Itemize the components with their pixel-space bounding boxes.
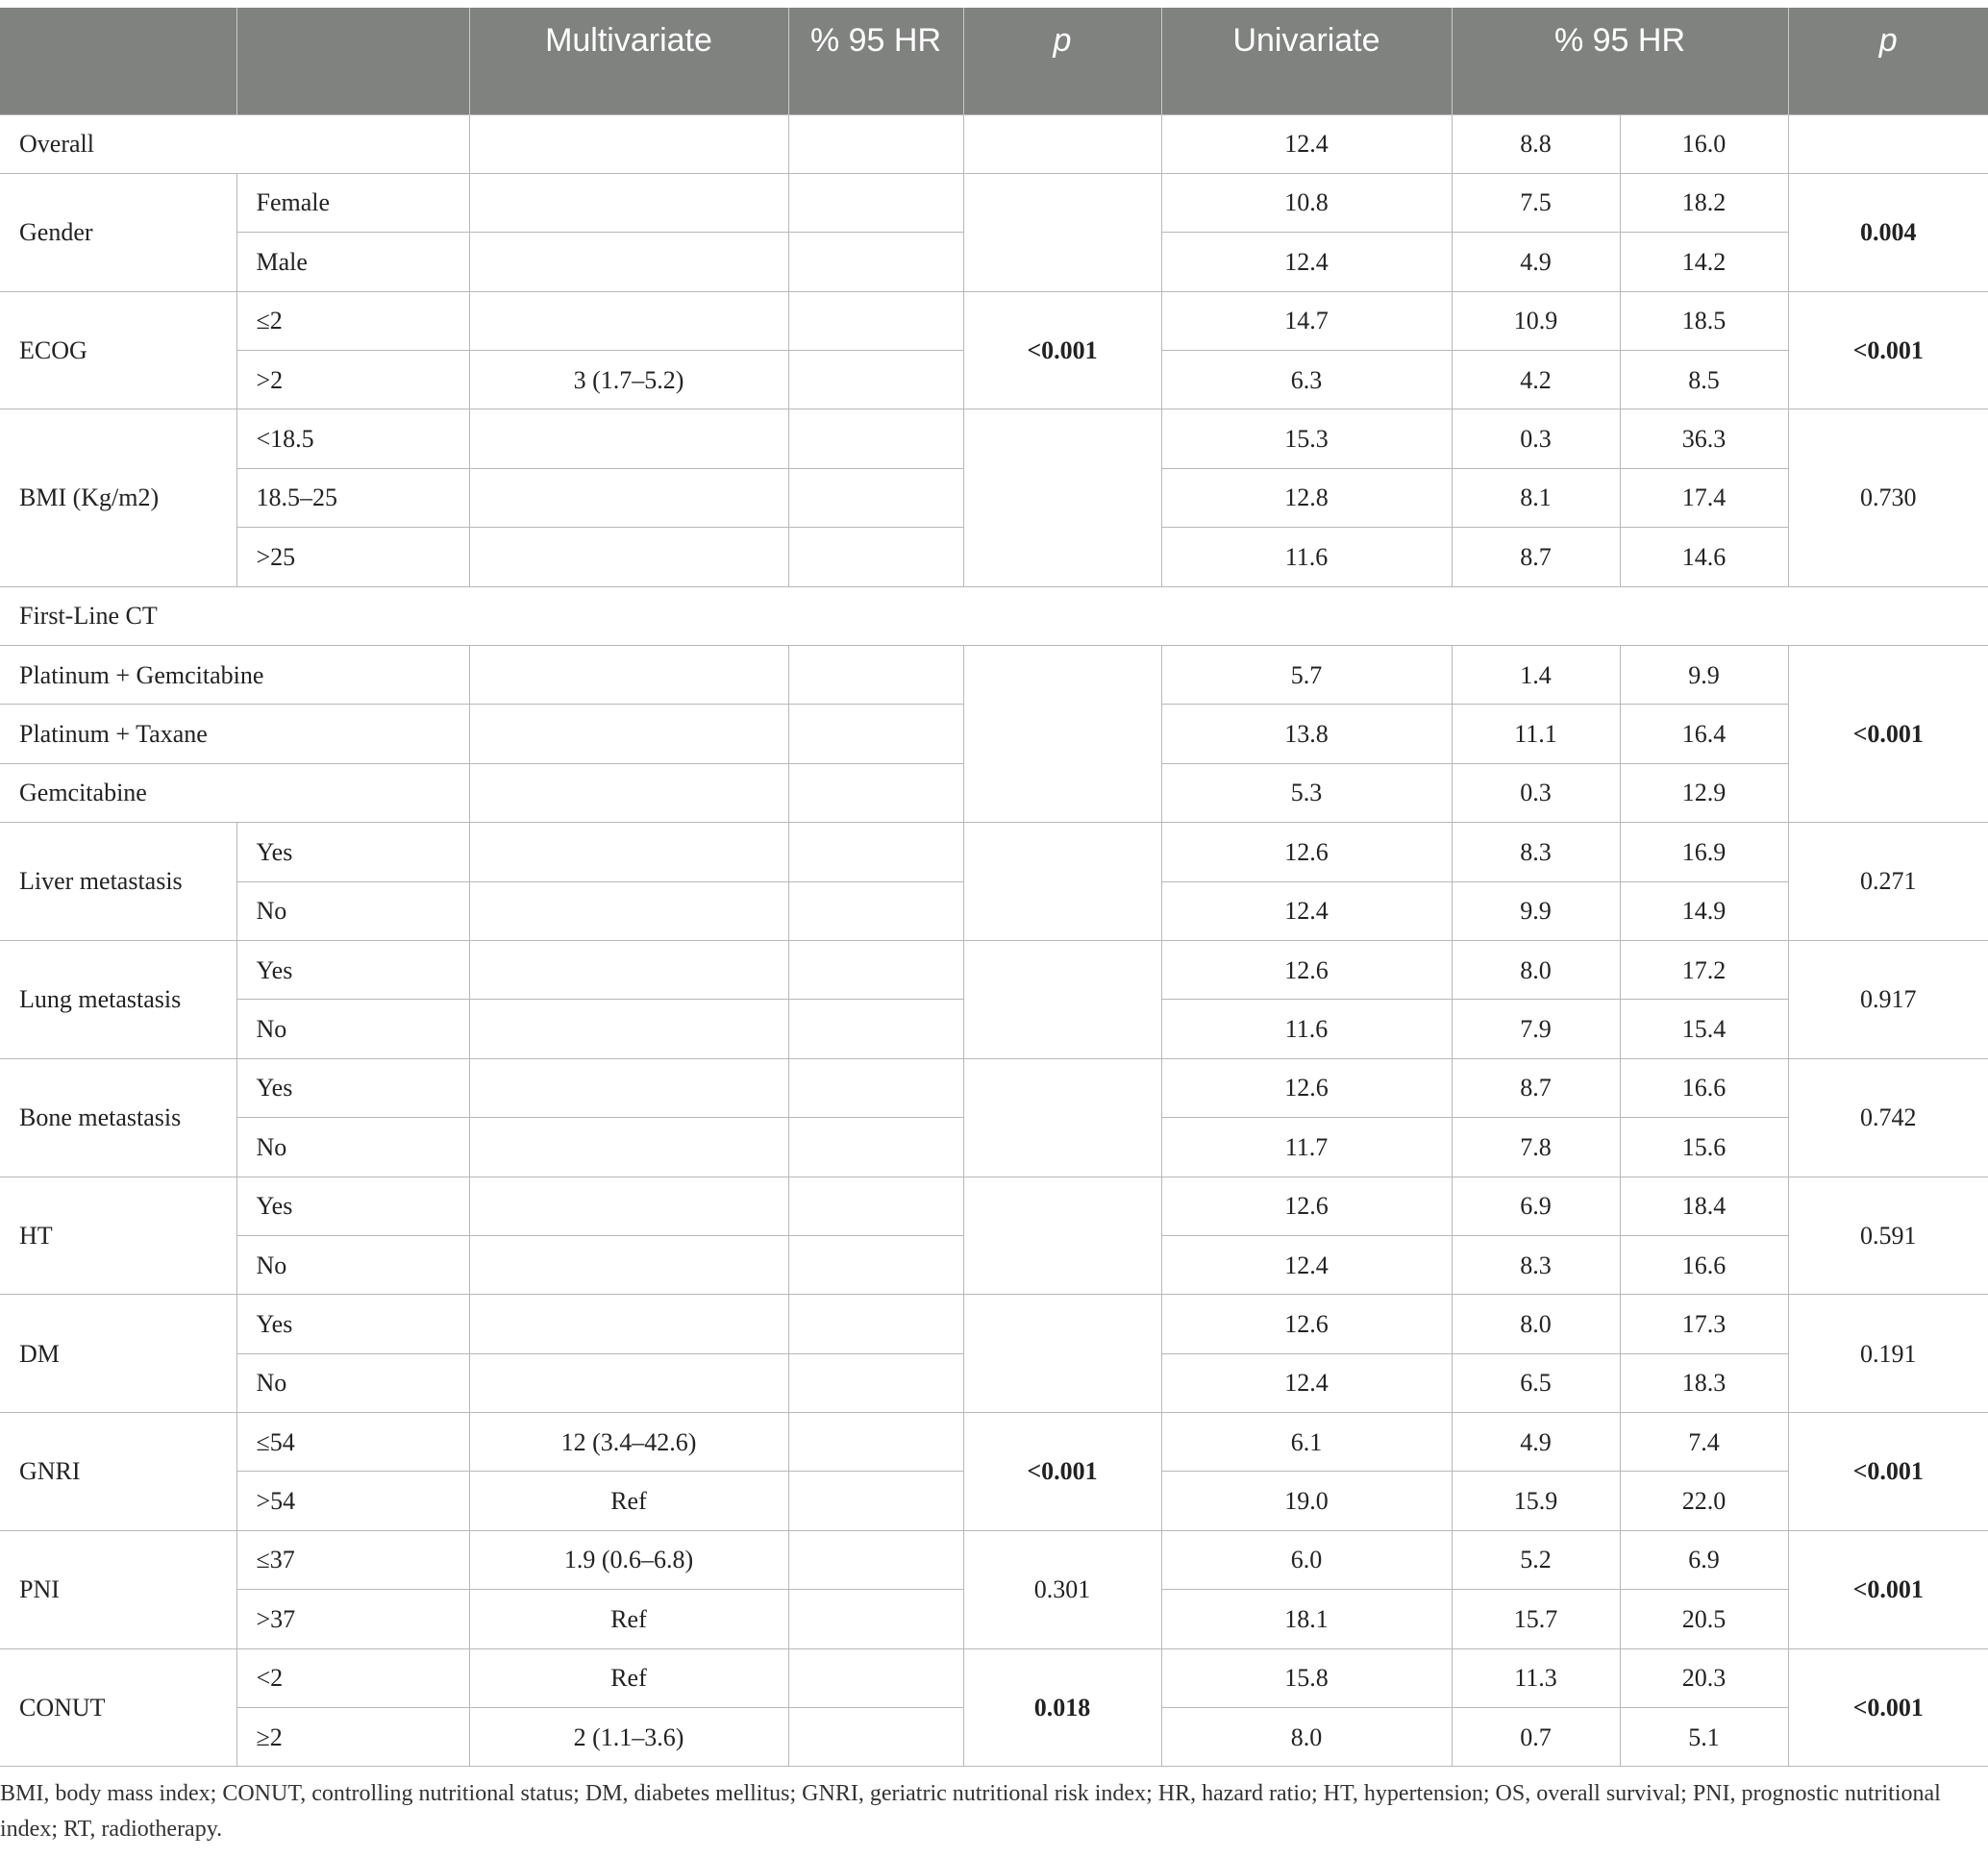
multi-p-cell (963, 114, 1161, 173)
multi-ci-cell (788, 1118, 963, 1177)
ci-low-cell: 11.1 (1452, 705, 1620, 763)
uni-cell: 6.3 (1161, 351, 1452, 409)
multi-cell (469, 705, 788, 763)
uni-p-cell: <0.001 (1788, 1648, 1988, 1767)
row-label-bone-metastasis: Bone metastasis (0, 1058, 236, 1177)
multi-p-cell: <0.001 (963, 1413, 1161, 1531)
ci-high-cell: 16.4 (1620, 705, 1788, 763)
multi-cell (469, 881, 788, 940)
multi-cell (469, 409, 788, 468)
multi-ci-cell (788, 1413, 963, 1472)
ci-low-cell: 7.9 (1452, 1000, 1620, 1058)
level-cell: >37 (236, 1590, 469, 1648)
ci-high-cell: 17.2 (1620, 940, 1788, 999)
multi-cell (469, 1295, 788, 1353)
ci-high-cell: 18.2 (1620, 173, 1788, 232)
ci-high-cell: 5.1 (1620, 1708, 1788, 1767)
multi-ci-cell (788, 351, 963, 409)
uni-p-cell: 0.004 (1788, 173, 1988, 291)
multi-cell (469, 291, 788, 350)
ci-low-cell: 8.1 (1452, 468, 1620, 527)
ci-high-cell: 22.0 (1620, 1472, 1788, 1530)
level-cell: No (236, 1353, 469, 1412)
ci-low-cell: 11.3 (1452, 1648, 1620, 1707)
level-cell: <18.5 (236, 409, 469, 468)
level-cell: Yes (236, 1177, 469, 1235)
uni-p-cell: 0.742 (1788, 1058, 1988, 1177)
multi-ci-cell (788, 173, 963, 232)
ci-high-cell: 16.6 (1620, 1235, 1788, 1294)
uni-p-cell: 0.917 (1788, 940, 1988, 1058)
uni-cell: 11.6 (1161, 1000, 1452, 1058)
uni-cell: 12.6 (1161, 1295, 1452, 1353)
row-label-pni: PNI (0, 1530, 236, 1648)
ci-low-cell: 8.8 (1452, 114, 1620, 173)
level-cell: Yes (236, 1058, 469, 1117)
uni-cell: 11.6 (1161, 528, 1452, 586)
multi-cell (469, 823, 788, 881)
multi-ci-cell (788, 114, 963, 173)
level-cell: >25 (236, 528, 469, 586)
header-variable (0, 8, 236, 114)
ci-high-cell: 16.6 (1620, 1058, 1788, 1117)
uni-cell: 19.0 (1161, 1472, 1452, 1530)
ci-high-cell: 12.9 (1620, 763, 1788, 822)
ci-low-cell: 6.9 (1452, 1177, 1620, 1235)
ci-high-cell: 16.9 (1620, 823, 1788, 881)
multi-ci-cell (788, 1472, 963, 1530)
ci-high-cell: 15.4 (1620, 1000, 1788, 1058)
multi-cell (469, 1058, 788, 1117)
uni-cell: 6.0 (1161, 1530, 1452, 1589)
ci-low-cell: 8.0 (1452, 1295, 1620, 1353)
multi-p-cell (963, 1177, 1161, 1295)
uni-cell: 8.0 (1161, 1708, 1452, 1767)
uni-cell: 12.6 (1161, 1058, 1452, 1117)
multi-cell (469, 646, 788, 705)
row-label-gnri: GNRI (0, 1413, 236, 1531)
level-cell: >2 (236, 351, 469, 409)
level-cell: No (236, 1118, 469, 1177)
header-level (236, 8, 469, 114)
multi-p-cell: <0.001 (963, 291, 1161, 409)
ci-low-cell: 15.7 (1452, 1590, 1620, 1648)
uni-cell: 12.8 (1161, 468, 1452, 527)
table-row (0, 586, 1988, 645)
uni-cell: 12.6 (1161, 940, 1452, 999)
row-label-ht: HT (0, 1177, 236, 1295)
multi-ci-cell (788, 291, 963, 350)
multi-cell: Ref (469, 1590, 788, 1648)
ci-high-cell: 36.3 (1620, 409, 1788, 468)
uni-p-cell: <0.001 (1788, 1530, 1988, 1648)
table-row (0, 1177, 1988, 1235)
level-cell: Female (236, 173, 469, 232)
multi-ci-cell (788, 1530, 963, 1589)
ci-high-cell: 20.3 (1620, 1648, 1788, 1707)
ci-low-cell: 5.2 (1452, 1530, 1620, 1589)
uni-p-cell: 0.271 (1788, 823, 1988, 941)
ci-high-cell: 18.5 (1620, 291, 1788, 350)
row-label-dm: DM (0, 1295, 236, 1413)
uni-p-cell: 0.191 (1788, 1295, 1988, 1413)
ci-low-cell: 0.3 (1452, 763, 1620, 822)
level-cell: No (236, 1235, 469, 1294)
level-cell: ≥2 (236, 1708, 469, 1767)
multi-ci-cell (788, 528, 963, 586)
ci-low-cell: 4.9 (1452, 1413, 1620, 1472)
table-header-row (0, 8, 1988, 114)
multi-p-cell (963, 1295, 1161, 1413)
ci-low-cell: 7.5 (1452, 173, 1620, 232)
ci-high-cell: 14.9 (1620, 881, 1788, 940)
uni-cell: 12.6 (1161, 1177, 1452, 1235)
uni-cell: 6.1 (1161, 1413, 1452, 1472)
multi-p-cell (963, 823, 1161, 941)
ci-low-cell: 9.9 (1452, 881, 1620, 940)
multi-cell: 1.9 (0.6–6.8) (469, 1530, 788, 1589)
multi-ci-cell (788, 881, 963, 940)
hazard-ratio-table (0, 8, 1988, 1767)
ci-high-cell: 14.2 (1620, 233, 1788, 291)
ci-low-cell: 8.3 (1452, 1235, 1620, 1294)
uni-cell: 10.8 (1161, 173, 1452, 232)
multi-cell (469, 468, 788, 527)
level-cell: ≤37 (236, 1530, 469, 1589)
multi-ci-cell (788, 1058, 963, 1117)
multi-cell: Ref (469, 1472, 788, 1530)
uni-p-cell: <0.001 (1788, 1413, 1988, 1531)
row-label-lung-metastasis: Lung metastasis (0, 940, 236, 1058)
ci-low-cell: 1.4 (1452, 646, 1620, 705)
ci-low-cell: 8.3 (1452, 823, 1620, 881)
ci-low-cell: 10.9 (1452, 291, 1620, 350)
multi-cell (469, 528, 788, 586)
multi-ci-cell (788, 763, 963, 822)
multi-ci-cell (788, 468, 963, 527)
multi-cell (469, 763, 788, 822)
section-label-first-line-ct: First-Line CT (0, 586, 1988, 645)
multi-cell (469, 114, 788, 173)
uni-p-cell (1788, 114, 1988, 173)
level-cell: Platinum + Taxane (0, 705, 469, 763)
table-row (0, 1058, 1988, 1117)
table-row (0, 114, 1988, 173)
row-label-gender: Gender (0, 173, 236, 291)
ci-high-cell: 20.5 (1620, 1590, 1788, 1648)
uni-cell: 13.8 (1161, 705, 1452, 763)
header-uni-ci: % 95 HR (1452, 8, 1788, 114)
level-cell: Platinum + Gemcitabine (0, 646, 469, 705)
multi-ci-cell (788, 940, 963, 999)
uni-cell: 18.1 (1161, 1590, 1452, 1648)
table-row (0, 1413, 1988, 1472)
level-cell: >54 (236, 1472, 469, 1530)
multi-ci-cell (788, 1590, 963, 1648)
multi-ci-cell (788, 1000, 963, 1058)
uni-cell: 5.7 (1161, 646, 1452, 705)
ci-high-cell: 7.4 (1620, 1413, 1788, 1472)
ci-low-cell: 0.3 (1452, 409, 1620, 468)
multi-p-cell (963, 940, 1161, 1058)
level-cell: Yes (236, 1295, 469, 1353)
ci-high-cell: 9.9 (1620, 646, 1788, 705)
ci-high-cell: 18.3 (1620, 1353, 1788, 1412)
level-cell: Yes (236, 940, 469, 999)
uni-p-cell: <0.001 (1788, 291, 1988, 409)
ci-high-cell: 17.3 (1620, 1295, 1788, 1353)
multi-cell (469, 1118, 788, 1177)
uni-cell: 15.3 (1161, 409, 1452, 468)
uni-cell: 11.7 (1161, 1118, 1452, 1177)
ci-low-cell: 4.9 (1452, 233, 1620, 291)
multi-cell: Ref (469, 1648, 788, 1707)
multi-p-cell (963, 1058, 1161, 1177)
multi-cell (469, 1353, 788, 1412)
multi-p-cell (963, 409, 1161, 586)
ci-low-cell: 4.2 (1452, 351, 1620, 409)
multi-ci-cell (788, 233, 963, 291)
level-cell: No (236, 1000, 469, 1058)
uni-cell: 5.3 (1161, 763, 1452, 822)
table-footnote: BMI, body mass index; CONUT, controlling nutritional status; DM, diabetes mellitus; GNRI, geriatric nutritional risk index; HR, hazard ratio; HT, hypertension; OS, overall survival; PNI, prognostic nutritional index; RT, radiotherapy. (0, 1781, 1941, 1842)
header-uni-p: p (1788, 8, 1988, 114)
level-cell: Gemcitabine (0, 763, 469, 822)
multi-cell (469, 1235, 788, 1294)
header-multivariate: Multivariate (469, 8, 788, 114)
ci-low-cell: 8.7 (1452, 1058, 1620, 1117)
row-label-conut: CONUT (0, 1648, 236, 1767)
row-label-liver-metastasis: Liver metastasis (0, 823, 236, 941)
table-row (0, 291, 1988, 350)
row-label-ecog: ECOG (0, 291, 236, 409)
table-row (0, 823, 1988, 881)
table-row (0, 173, 1988, 232)
ci-low-cell: 7.8 (1452, 1118, 1620, 1177)
multi-ci-cell (788, 1177, 963, 1235)
multi-p-cell: 0.301 (963, 1530, 1161, 1648)
uni-cell: 12.4 (1161, 881, 1452, 940)
multi-ci-cell (788, 1708, 963, 1767)
multi-cell (469, 173, 788, 232)
multi-ci-cell (788, 1295, 963, 1353)
multi-ci-cell (788, 1235, 963, 1294)
level-cell: ≤2 (236, 291, 469, 350)
uni-p-cell: 0.591 (1788, 1177, 1988, 1295)
multi-ci-cell (788, 823, 963, 881)
ci-high-cell: 8.5 (1620, 351, 1788, 409)
table-row (0, 409, 1988, 468)
ci-low-cell: 8.0 (1452, 940, 1620, 999)
row-label-overall: Overall (0, 114, 469, 173)
level-cell: 18.5–25 (236, 468, 469, 527)
header-multi-ci: % 95 HR (788, 8, 963, 114)
uni-cell: 14.7 (1161, 291, 1452, 350)
multi-cell (469, 940, 788, 999)
multi-ci-cell (788, 409, 963, 468)
multi-cell (469, 1177, 788, 1235)
row-label-bmi: BMI (Kg/m2) (0, 409, 236, 586)
multi-ci-cell (788, 1353, 963, 1412)
multi-p-cell (963, 173, 1161, 291)
level-cell: Male (236, 233, 469, 291)
multi-ci-cell (788, 705, 963, 763)
uni-cell: 12.4 (1161, 1353, 1452, 1412)
multi-ci-cell (788, 646, 963, 705)
ci-low-cell: 0.7 (1452, 1708, 1620, 1767)
level-cell: Yes (236, 823, 469, 881)
uni-cell: 12.4 (1161, 233, 1452, 291)
multi-cell: 3 (1.7–5.2) (469, 351, 788, 409)
multi-cell (469, 233, 788, 291)
ci-high-cell: 16.0 (1620, 114, 1788, 173)
level-cell: ≤54 (236, 1413, 469, 1472)
uni-p-cell: <0.001 (1788, 646, 1988, 823)
header-multi-p: p (963, 8, 1161, 114)
level-cell: <2 (236, 1648, 469, 1707)
table-row (0, 940, 1988, 999)
ci-low-cell: 6.5 (1452, 1353, 1620, 1412)
uni-cell: 15.8 (1161, 1648, 1452, 1707)
ci-high-cell: 18.4 (1620, 1177, 1788, 1235)
table-row (0, 1648, 1988, 1707)
uni-cell: 12.4 (1161, 114, 1452, 173)
uni-p-cell: 0.730 (1788, 409, 1988, 586)
table-row (0, 1530, 1988, 1589)
uni-cell: 12.6 (1161, 823, 1452, 881)
ci-high-cell: 6.9 (1620, 1530, 1788, 1589)
multi-p-cell (963, 646, 1161, 823)
ci-high-cell: 17.4 (1620, 468, 1788, 527)
ci-low-cell: 15.9 (1452, 1472, 1620, 1530)
ci-high-cell: 15.6 (1620, 1118, 1788, 1177)
multi-ci-cell (788, 1648, 963, 1707)
multi-cell: 2 (1.1–3.6) (469, 1708, 788, 1767)
table-row (0, 646, 1988, 705)
multi-p-cell: 0.018 (963, 1648, 1161, 1767)
ci-low-cell: 8.7 (1452, 528, 1620, 586)
uni-cell: 12.4 (1161, 1235, 1452, 1294)
level-cell: No (236, 881, 469, 940)
header-univariate: Univariate (1161, 8, 1452, 114)
multi-cell: 12 (3.4–42.6) (469, 1413, 788, 1472)
ci-high-cell: 14.6 (1620, 528, 1788, 586)
multi-cell (469, 1000, 788, 1058)
table-row (0, 1295, 1988, 1353)
